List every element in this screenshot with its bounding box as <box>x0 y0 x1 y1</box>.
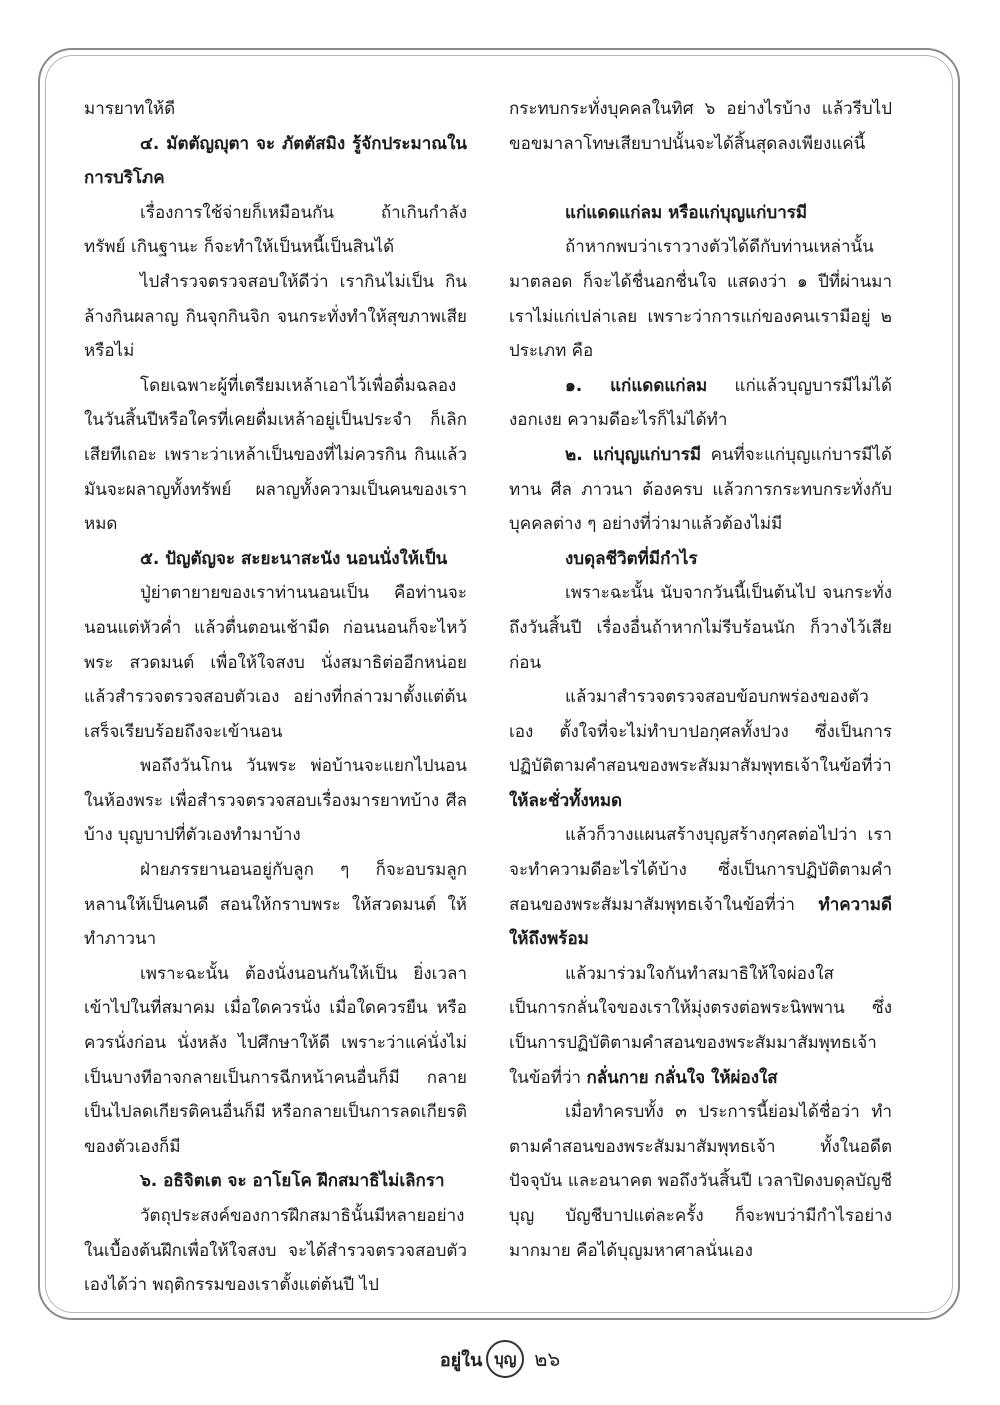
paragraph-text: แล้วก็วางแผนสร้างบุญสร้างกุศลต่อไปว่า เราจะทำความดีอะไรได้บ้าง ซึ่งเป็นการปฏิบัติตามคำสอนของพระสัมมาสัมพุทธเจ้าในข้อที่ว่า <box>509 825 892 915</box>
paragraph: วัตถุประสงค์ของการฝึกสมาธินั้นมีหลายอย่าง ในเบื้องต้นฝึกเพื่อให้ใจสงบ จะได้สำรวจตรวจสอบตัวเองได้ว่า พฤติกรรมของเราตั้งแต่ต้นปี ไป <box>84 1206 467 1296</box>
left-column <box>84 92 467 1303</box>
emphasis: ทำความดีให้ถึงพร้อม <box>509 894 892 950</box>
section-heading: งบดุลชีวิตที่มีกำไร <box>565 548 698 569</box>
section-heading: แก่แดดแก่ลม หรือแก่บุญแก่บารมี <box>565 202 808 223</box>
paragraph-text: แล้วมาสำรวจตรวจสอบข้อบกพร่องของตัวเอง ตั้งใจที่จะไม่ทำบาปอกุศลทั้งปวง ซึ่งเป็นการปฏิบัติตามคำสอนของพระสัมมาสัมพุทธเจ้าในข้อที่ว่า <box>509 687 892 777</box>
paragraph: ไปสำรวจตรวจสอบให้ดีว่า เรากินไม่เป็น กินล้างกินผลาญ กินจุกกินจิก จนกระทั่งทำให้สุขภาพเสียหรือไม่ <box>84 271 467 362</box>
section-heading: ๖. อธิจิตเต จะ อาโยโค ฝึกสมาธิไม่เลิกรา <box>140 1171 445 1192</box>
paragraph: ฝ่ายภรรยานอนอยู่กับลูก ๆ ก็จะอบรมลูกหลานให้เป็นคนดี สอนให้กราบพระ ให้สวดมนต์ ให้ทำภาวนา <box>84 860 467 950</box>
page-footer <box>0 1337 1000 1381</box>
emphasis: กลั่นกาย กลั่นใจ ให้ผ่องใส <box>586 1067 778 1088</box>
item-text: แก่แล้วบุญบารมีไม่ได้งอกเงย ความดีอะไรก็ไม่ได้ทำ <box>509 375 893 431</box>
item-label: ๑. แก่แดดแก่ลม <box>565 375 708 396</box>
section-heading: ๕. ปัญตัญจะ สะยะนาสะนัง นอนนั่งให้เป็น <box>140 548 448 569</box>
paragraph-text: แล้วมาร่วมใจกันทำสมาธิให้ใจผ่องใส เป็นการกลั่นใจของเราให้มุ่งตรงต่อพระนิพพาน ซึ่งเป็นการปฏิบัติตามคำสอนของพระสัมมาสัมพุทธเจ้าในข้อที่ว่า <box>509 963 892 1088</box>
paragraph: โดยเฉพาะผู้ที่เตรียมเหล้าเอาไว้เพื่อดื่มฉลองในวันสิ้นปีหรือใครที่เคยดื่มเหล้าอยู่เป็นประจำ ก็เลิกเสียทีเถอะ เพราะว่าเหล้าเป็นของที่ไม่ควรกิน กินแล้วมันจะผลาญทั้งทรัพย์ ผลาญทั้งความเป็นคนของเราหมด <box>84 375 467 535</box>
paragraph: ถ้าหากพบว่าเราวางตัวได้ดีกับท่านเหล่านั้นมาตลอด ก็จะได้ชื่นอกชื่นใจ แสดงว่า ๑ ปีที่ผ่านมาเราไม่แก่เปล่าเลย เพราะว่าการแก่ของคนเรามีอยู่ ๒ ประเภท คือ <box>509 237 892 362</box>
paragraph: ปู่ย่าตายายของเราท่านนอนเป็น คือท่านจะนอนแต่หัวค่ำ แล้วตื่นตอนเช้ามืด ก่อนนอนก็จะไหว้พระ สวดมนต์ เพื่อให้ใจสงบ นั่งสมาธิต่ออีกหน่อย แล้วสำรวจตรวจสอบตัวเอง อย่างที่กล่าวมาตั้งแต่ต้น เสร็จเรียบร้อยถึงจะเข้านอน <box>84 583 467 742</box>
list-item <box>509 438 892 542</box>
paragraph: มารยาทให้ดี <box>84 99 176 119</box>
paragraph <box>509 680 892 818</box>
paragraph: กระทบกระทั่งบุคคลในทิศ ๖ อย่างไรบ้าง แล้วรีบไปขอขมาลาโทษเสียบาปนั้นจะได้สิ้นสุดลงเพียงแค่นี้ <box>509 99 892 154</box>
paragraph: เรื่องการใช้จ่ายก็เหมือนกัน ถ้าเกินกำลังทรัพย์ เกินฐานะ ก็จะทำให้เป็นหนี้เป็นสินได้ <box>84 202 467 258</box>
paragraph: เมื่อทำครบทั้ง ๓ ประการนี้ย่อมได้ชื่อว่า ทำตามคำสอนของพระสัมมาสัมพุทธเจ้า ทั้งในอดีต ปัจจุบัน และอนาคต พอถึงวันสิ้นปี เวลาปิดงบดุลบัญชีบุญ บัญชีบาปแต่ละครั้ง ก็จะพบว่ามีกำไรอย่างมากมาย คือได้บุญมหาศาลนั่นเอง <box>509 1102 892 1261</box>
paragraph: เพราะฉะนั้น นับจากวันนี้เป็นต้นไป จนกระทั่งถึงวันสิ้นปี เรื่องอื่นถ้าหากไม่รีบร้อนนัก ก็วางไว้เสียก่อน <box>509 583 892 673</box>
list-item <box>509 369 892 438</box>
paragraph <box>509 957 892 1095</box>
magazine-logo <box>440 1340 524 1378</box>
paragraph: เพราะฉะนั้น ต้องนั่งนอนกันให้เป็น ยิ่งเวลาเข้าไปในที่สมาคม เมื่อใดควรนั่ง เมื่อใดควรยืน หรือควรนั่งก่อน นั่งหลัง ไปศึกษาให้ดี เพราะว่าแค่นั่งไม่เป็นบางทีอาจกลายเป็นการฉีกหน้าคนอื่นก็มี กลายเป็นไปลดเกียรติคนอื่นก็มี หรือกลายเป็นการลดเกียรติของตัวเองก็มี <box>84 963 467 1157</box>
logo-circle: บุญ <box>486 1340 524 1378</box>
item-text: คนที่จะแก่บุญแก่บารมีได้ ทาน ศีล ภาวนา ต้องครบ แล้วการกระทบกระทั่งกับบุคคลต่าง ๆ อย่างที่ว่ามาแล้วต้องไม่มี <box>509 444 892 535</box>
section-heading: ๔. มัตตัญญุตา จะ ภัตตัสมิง รู้จักประมาณในการบริโภค <box>84 133 467 189</box>
paragraph: พอถึงวันโกน วันพระ พ่อบ้านจะแยกไปนอนในห้องพระ เพื่อสำรวจตรวจสอบเรื่องมารยาทบ้าง ศีลบ้าง บุญบาปที่ตัวเองทำมาบ้าง <box>84 756 467 846</box>
item-label: ๒. แก่บุญแก่บารมี <box>565 444 702 465</box>
logo-text: อยู่ใน <box>439 1349 483 1371</box>
right-column <box>509 92 892 1268</box>
emphasis: ให้ละชั่วทั้งหมด <box>509 790 623 811</box>
page-number: ๒๖ <box>534 1347 561 1371</box>
paragraph <box>509 818 892 956</box>
